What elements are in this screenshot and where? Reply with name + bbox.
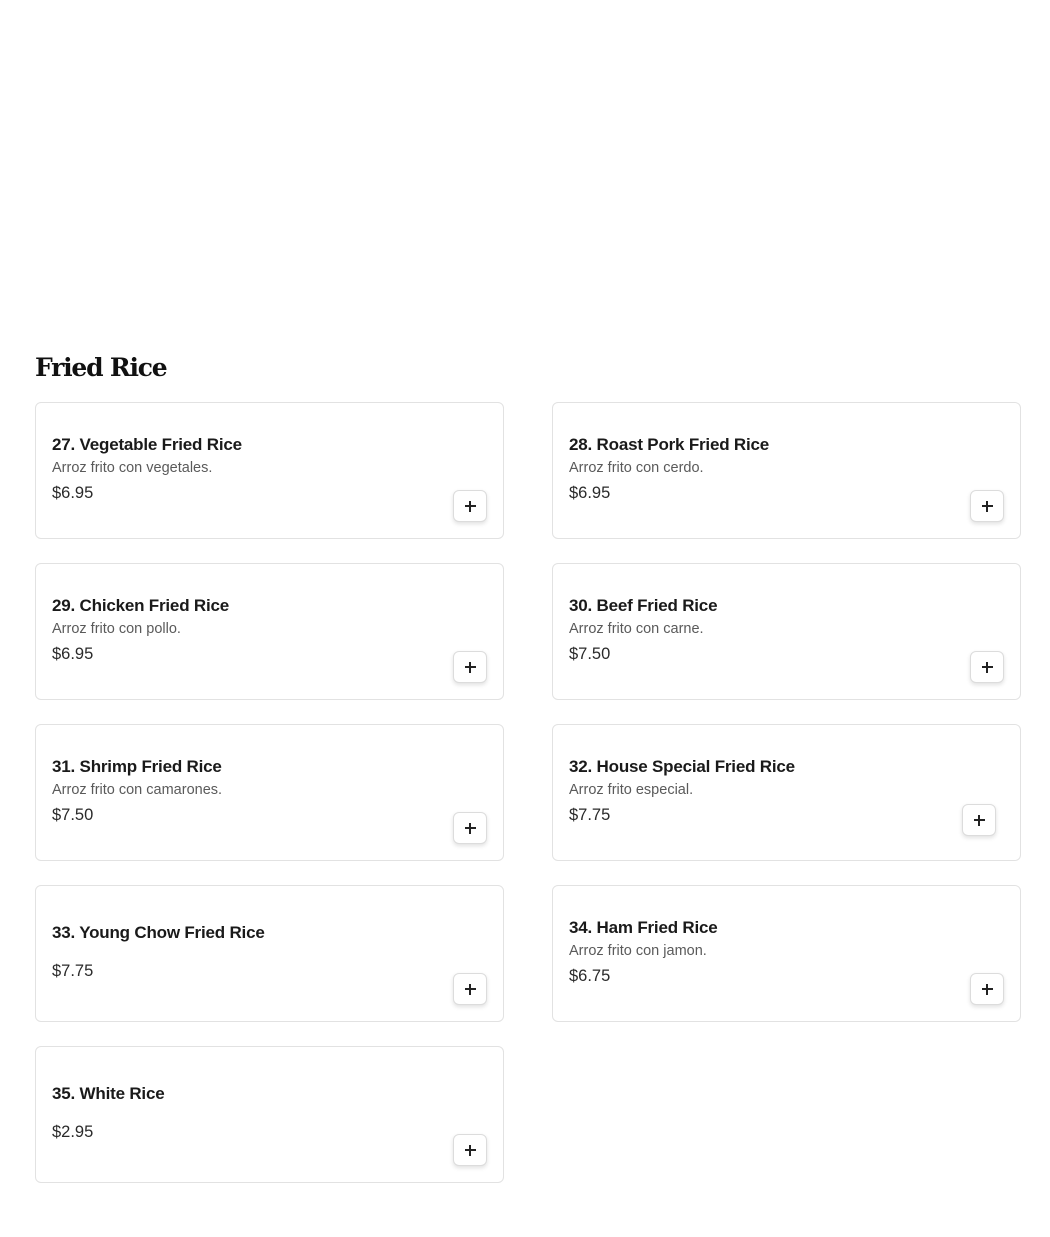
add-to-cart-button[interactable] (962, 804, 996, 836)
menu-item-info (569, 917, 950, 987)
item-price: $7.50 (569, 644, 611, 663)
item-price: $6.95 (569, 483, 611, 502)
plus-icon (982, 501, 993, 512)
menu-item-info (569, 434, 950, 504)
menu-item-info (569, 595, 950, 665)
section-title: Fried Rice (35, 353, 167, 382)
item-description: Arroz frito con cerdo. (569, 459, 704, 476)
plus-icon (974, 815, 985, 826)
plus-icon (465, 823, 476, 834)
menu-item-info (52, 1083, 433, 1143)
menu-item-info (52, 595, 433, 665)
menu-item-info (52, 434, 433, 504)
plus-icon (465, 501, 476, 512)
menu-item-card[interactable] (552, 885, 1021, 1022)
item-name: 27. Vegetable Fried Rice (52, 434, 242, 454)
item-price: $6.95 (52, 644, 94, 663)
item-description: Arroz frito especial. (569, 781, 694, 798)
add-to-cart-button[interactable] (453, 1134, 487, 1166)
item-description: Arroz frito con vegetales. (52, 459, 213, 476)
add-to-cart-button[interactable] (453, 490, 487, 522)
item-name: 28. Roast Pork Fried Rice (569, 434, 770, 454)
item-name: 30. Beef Fried Rice (569, 595, 718, 615)
menu-item-card[interactable] (552, 724, 1021, 861)
item-name: 29. Chicken Fried Rice (52, 595, 230, 615)
menu-item-card[interactable] (552, 402, 1021, 539)
add-to-cart-button[interactable] (453, 651, 487, 683)
item-description: Arroz frito con camarones. (52, 781, 223, 798)
add-to-cart-button[interactable] (970, 490, 1004, 522)
menu-item-info (52, 922, 433, 982)
item-price: $7.75 (569, 805, 611, 824)
item-description: Arroz frito con jamon. (569, 942, 707, 959)
item-description: Arroz frito con pollo. (52, 620, 181, 637)
item-price: $6.95 (52, 483, 94, 502)
menu-item-card[interactable] (35, 885, 504, 1022)
plus-icon (465, 1145, 476, 1156)
item-name: 35. White Rice (52, 1083, 165, 1103)
item-description (52, 944, 433, 956)
item-price: $7.75 (52, 961, 94, 980)
item-description (52, 1105, 433, 1117)
plus-icon (982, 662, 993, 673)
item-price: $6.75 (569, 966, 611, 985)
plus-icon (982, 984, 993, 995)
plus-icon (465, 662, 476, 673)
menu-item-card[interactable] (35, 724, 504, 861)
menu-item-card[interactable] (35, 402, 504, 539)
item-price: $7.50 (52, 805, 94, 824)
menu-item-info (52, 756, 433, 826)
menu-item-card[interactable] (35, 1046, 504, 1183)
add-to-cart-button[interactable] (453, 812, 487, 844)
item-name: 33. Young Chow Fried Rice (52, 922, 265, 942)
menu-item-card[interactable] (552, 563, 1021, 700)
item-description: Arroz frito con carne. (569, 620, 704, 637)
add-to-cart-button[interactable] (453, 973, 487, 1005)
item-price: $2.95 (52, 1122, 94, 1141)
item-name: 32. House Special Fried Rice (569, 756, 795, 776)
item-name: 34. Ham Fried Rice (569, 917, 718, 937)
menu-item-info (569, 756, 950, 826)
plus-icon (465, 984, 476, 995)
menu-items-grid (35, 402, 1021, 1183)
add-to-cart-button[interactable] (970, 973, 1004, 1005)
menu-item-card[interactable] (35, 563, 504, 700)
add-to-cart-button[interactable] (970, 651, 1004, 683)
item-name: 31. Shrimp Fried Rice (52, 756, 222, 776)
